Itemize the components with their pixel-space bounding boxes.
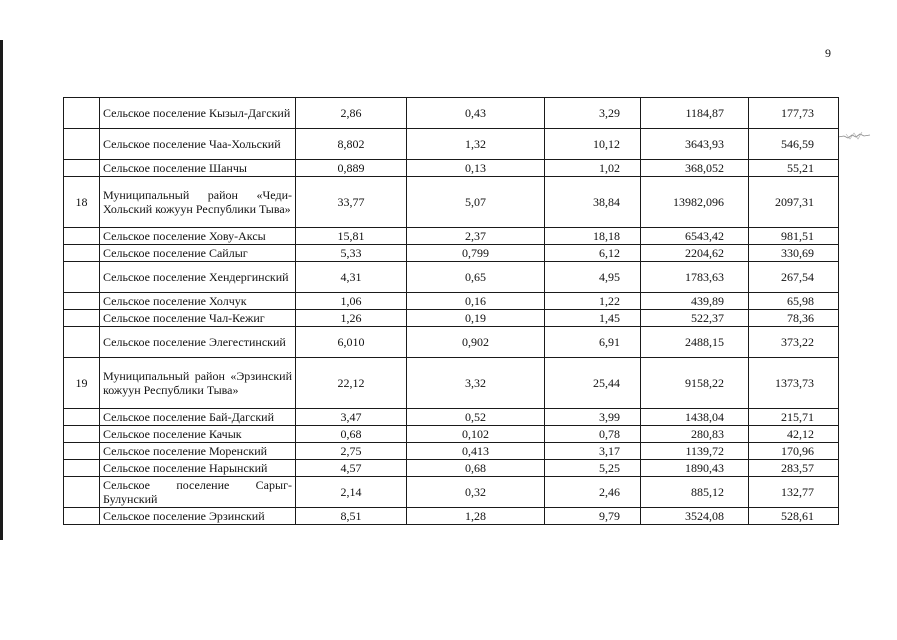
row-number-cell: [64, 477, 100, 508]
settlement-name-cell: Сельское поселение Нарынский: [100, 460, 296, 477]
value-col-1-cell: 1,26: [296, 310, 407, 327]
row-number-cell: 19: [64, 358, 100, 409]
row-number-cell: [64, 98, 100, 129]
value-col-4-cell: 522,37: [641, 310, 749, 327]
data-table: [63, 97, 839, 525]
value-col-5-cell: 528,61: [749, 508, 839, 525]
value-col-3-cell: 4,95: [545, 262, 641, 293]
settlement-name-cell: Сельское поселение Моренский: [100, 443, 296, 460]
value-col-1-cell: 33,77: [296, 177, 407, 228]
table-row: [64, 508, 839, 525]
value-col-4-cell: 885,12: [641, 477, 749, 508]
row-number-cell: [64, 129, 100, 160]
value-col-5-cell: 55,21: [749, 160, 839, 177]
value-col-4-cell: 1184,87: [641, 98, 749, 129]
value-col-1-cell: 2,75: [296, 443, 407, 460]
value-col-3-cell: 3,17: [545, 443, 641, 460]
value-col-3-cell: 2,46: [545, 477, 641, 508]
value-col-2-cell: 0,413: [407, 443, 545, 460]
value-col-5-cell: 546,59: [749, 129, 839, 160]
value-col-1-cell: 8,802: [296, 129, 407, 160]
value-col-2-cell: 0,13: [407, 160, 545, 177]
value-col-1-cell: 4,57: [296, 460, 407, 477]
value-col-2-cell: 1,28: [407, 508, 545, 525]
row-number-cell: [64, 508, 100, 525]
value-col-4-cell: 1438,04: [641, 409, 749, 426]
value-col-4-cell: 2204,62: [641, 245, 749, 262]
value-col-2-cell: 0,902: [407, 327, 545, 358]
scan-artifact-mark: [836, 128, 872, 142]
table-row: [64, 358, 839, 409]
value-col-1-cell: 8,51: [296, 508, 407, 525]
table-row: [64, 460, 839, 477]
value-col-3-cell: 6,91: [545, 327, 641, 358]
settlement-name-cell: Сельское поселение Шанчы: [100, 160, 296, 177]
settlement-name-cell: Сельское поселение Эрзинский: [100, 508, 296, 525]
table-row: [64, 327, 839, 358]
value-col-4-cell: 13982,096: [641, 177, 749, 228]
settlement-name-cell: Сельское поселение Качык: [100, 426, 296, 443]
value-col-5-cell: 2097,31: [749, 177, 839, 228]
settlement-name-cell: Сельское поселение Бай-Дагский: [100, 409, 296, 426]
row-number-cell: [64, 245, 100, 262]
value-col-2-cell: 0,102: [407, 426, 545, 443]
scan-left-edge: [0, 40, 3, 540]
value-col-4-cell: 1890,43: [641, 460, 749, 477]
table-row: [64, 477, 839, 508]
value-col-4-cell: 280,83: [641, 426, 749, 443]
value-col-5-cell: 373,22: [749, 327, 839, 358]
row-number-cell: [64, 443, 100, 460]
settlement-name-cell: Сельское поселение Элегестинский: [100, 327, 296, 358]
value-col-4-cell: 439,89: [641, 293, 749, 310]
row-number-cell: 18: [64, 177, 100, 228]
value-col-2-cell: 2,37: [407, 228, 545, 245]
value-col-2-cell: 0,16: [407, 293, 545, 310]
row-number-cell: [64, 228, 100, 245]
value-col-4-cell: 2488,15: [641, 327, 749, 358]
value-col-3-cell: 1,02: [545, 160, 641, 177]
value-col-5-cell: 132,77: [749, 477, 839, 508]
table-row: [64, 310, 839, 327]
settlement-name-cell: Сельское поселение Хендергинский: [100, 262, 296, 293]
value-col-5-cell: 170,96: [749, 443, 839, 460]
settlement-name-cell: Сельское поселение Сайлыг: [100, 245, 296, 262]
table-row: [64, 98, 839, 129]
value-col-3-cell: 3,29: [545, 98, 641, 129]
table-row: [64, 443, 839, 460]
table-row: [64, 426, 839, 443]
value-col-2-cell: 0,32: [407, 477, 545, 508]
value-col-4-cell: 9158,22: [641, 358, 749, 409]
value-col-5-cell: 1373,73: [749, 358, 839, 409]
table-row: [64, 245, 839, 262]
row-number-cell: [64, 310, 100, 327]
value-col-1-cell: 1,06: [296, 293, 407, 310]
value-col-5-cell: 65,98: [749, 293, 839, 310]
value-col-1-cell: 0,68: [296, 426, 407, 443]
value-col-5-cell: 981,51: [749, 228, 839, 245]
value-col-3-cell: 0,78: [545, 426, 641, 443]
value-col-1-cell: 5,33: [296, 245, 407, 262]
page-number: 9: [825, 46, 831, 60]
value-col-2-cell: 3,32: [407, 358, 545, 409]
row-number-cell: [64, 327, 100, 358]
row-number-cell: [64, 293, 100, 310]
value-col-1-cell: 0,889: [296, 160, 407, 177]
value-col-4-cell: 368,052: [641, 160, 749, 177]
value-col-3-cell: 5,25: [545, 460, 641, 477]
value-col-3-cell: 18,18: [545, 228, 641, 245]
value-col-2-cell: 5,07: [407, 177, 545, 228]
table-row: [64, 129, 839, 160]
settlement-name-cell: Сельское поселение Чал-Кежиг: [100, 310, 296, 327]
row-number-cell: [64, 426, 100, 443]
value-col-4-cell: 3524,08: [641, 508, 749, 525]
value-col-3-cell: 6,12: [545, 245, 641, 262]
value-col-1-cell: 3,47: [296, 409, 407, 426]
value-col-1-cell: 2,86: [296, 98, 407, 129]
value-col-5-cell: 42,12: [749, 426, 839, 443]
row-number-cell: [64, 409, 100, 426]
value-col-1-cell: 6,010: [296, 327, 407, 358]
row-number-cell: [64, 160, 100, 177]
table-row: [64, 177, 839, 228]
value-col-4-cell: 3643,93: [641, 129, 749, 160]
value-col-4-cell: 1139,72: [641, 443, 749, 460]
value-col-2-cell: 0,799: [407, 245, 545, 262]
value-col-4-cell: 1783,63: [641, 262, 749, 293]
table-row: [64, 228, 839, 245]
value-col-3-cell: 9,79: [545, 508, 641, 525]
settlement-name-cell: Муниципальный район «Чеди-Хольский кожуун Республики Тыва»: [100, 177, 296, 228]
settlement-name-cell: Сельское поселение Сарыг-Булунский: [100, 477, 296, 508]
value-col-5-cell: 215,71: [749, 409, 839, 426]
value-col-3-cell: 1,45: [545, 310, 641, 327]
value-col-4-cell: 6543,42: [641, 228, 749, 245]
value-col-3-cell: 1,22: [545, 293, 641, 310]
table-body: [64, 98, 839, 525]
value-col-2-cell: 0,43: [407, 98, 545, 129]
value-col-2-cell: 0,19: [407, 310, 545, 327]
settlement-name-cell: Сельское поселение Чаа-Хольский: [100, 129, 296, 160]
value-col-5-cell: 78,36: [749, 310, 839, 327]
value-col-5-cell: 330,69: [749, 245, 839, 262]
row-number-cell: [64, 460, 100, 477]
table-row: [64, 293, 839, 310]
value-col-5-cell: 177,73: [749, 98, 839, 129]
table-row: [64, 409, 839, 426]
settlement-name-cell: Муниципальный район «Эрзинский кожуун Республики Тыва»: [100, 358, 296, 409]
value-col-1-cell: 15,81: [296, 228, 407, 245]
value-col-1-cell: 4,31: [296, 262, 407, 293]
value-col-1-cell: 2,14: [296, 477, 407, 508]
value-col-5-cell: 283,57: [749, 460, 839, 477]
value-col-2-cell: 0,65: [407, 262, 545, 293]
value-col-5-cell: 267,54: [749, 262, 839, 293]
settlement-name-cell: Сельское поселение Хову-Аксы: [100, 228, 296, 245]
settlement-name-cell: Сельское поселение Кызыл-Дагский: [100, 98, 296, 129]
value-col-3-cell: 10,12: [545, 129, 641, 160]
row-number-cell: [64, 262, 100, 293]
value-col-1-cell: 22,12: [296, 358, 407, 409]
value-col-3-cell: 25,44: [545, 358, 641, 409]
value-col-2-cell: 0,68: [407, 460, 545, 477]
table-row: [64, 262, 839, 293]
settlement-name-cell: Сельское поселение Холчук: [100, 293, 296, 310]
value-col-2-cell: 0,52: [407, 409, 545, 426]
value-col-2-cell: 1,32: [407, 129, 545, 160]
value-col-3-cell: 3,99: [545, 409, 641, 426]
value-col-3-cell: 38,84: [545, 177, 641, 228]
table-row: [64, 160, 839, 177]
